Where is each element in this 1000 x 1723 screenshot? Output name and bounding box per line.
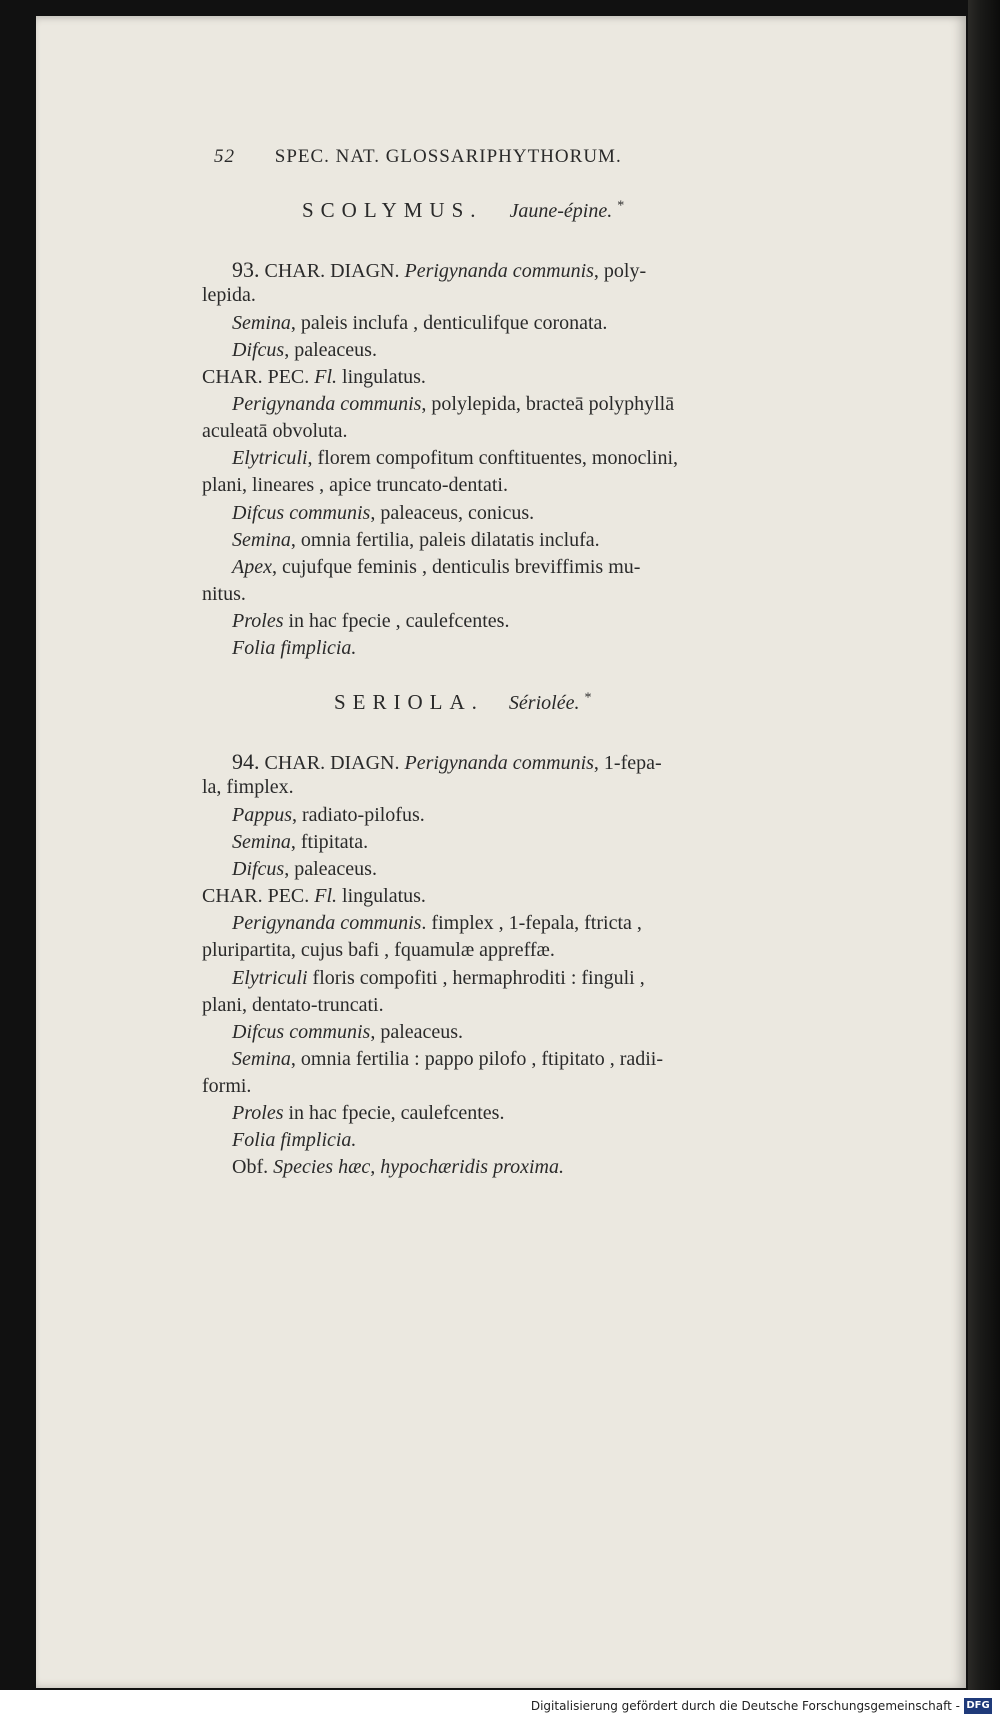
- entry-text: , radiato-pilofus.: [292, 804, 425, 826]
- italic-term: Semina: [232, 1048, 291, 1070]
- entry-text: lingulatus.: [342, 366, 426, 388]
- entry-line: nitus.: [202, 583, 246, 605]
- entry-line: Folia fimplicia.: [232, 637, 357, 659]
- entry-text: in hac fpecie , caulefcentes.: [288, 610, 510, 632]
- genus-vernacular: Sériolée.: [508, 692, 580, 714]
- entry-line: [232, 529, 600, 552]
- entry-text: , omnia fertilia : pappo pilofo , ftipitato , radii-: [290, 1048, 664, 1070]
- entry-text: , omnia fertilia, paleis dilatatis inclufa.: [290, 529, 600, 551]
- italic-term: Proles: [232, 610, 284, 632]
- italic-term: Apex: [232, 556, 272, 578]
- book-page: [36, 16, 966, 1688]
- entry-text: , polylepida, bracteā polyphyllā: [421, 393, 675, 415]
- italic-term: Fl.: [314, 885, 338, 907]
- entry-text: , 1-fepa-: [593, 752, 662, 774]
- char-label: CHAR. PEC.: [202, 366, 310, 388]
- italic-term: Elytriculi: [232, 967, 308, 989]
- entry-line: [232, 858, 377, 881]
- char-label: CHAR. DIAGN.: [264, 752, 400, 774]
- entry-line: [232, 610, 509, 633]
- italic-term: Semina: [232, 529, 291, 551]
- italic-term: Fl.: [314, 366, 338, 388]
- entry-line: [232, 447, 678, 470]
- book-spine: [968, 0, 1000, 1723]
- entry-line: [232, 804, 425, 827]
- asterisk-mark: *: [617, 198, 625, 214]
- entry-line: plani, dentato-truncati.: [202, 994, 384, 1016]
- entry-line: formi.: [202, 1075, 252, 1097]
- entry-line: [232, 967, 645, 990]
- footer-credit: Digitalisierung gefördert durch die Deutsche Forschungsgemeinschaft -: [530, 1699, 960, 1713]
- italic-term: Difcus: [232, 858, 285, 880]
- entry-line: [202, 885, 426, 908]
- running-title: SPEC. NAT. GLOSSARIPHYTHORUM.: [274, 146, 622, 167]
- entry-line: la, fimplex.: [202, 776, 294, 798]
- entry-text: , paleaceus, conicus.: [370, 502, 535, 524]
- entry-line: [232, 749, 662, 775]
- entry-line: pluripartita, cujus bafi , fquamulæ appreffæ.: [202, 939, 555, 961]
- entry-line: [232, 339, 377, 362]
- entry-line: [232, 556, 640, 579]
- genus-vernacular: Jaune-épine.: [509, 200, 613, 222]
- entry-text: , paleaceus.: [370, 1021, 464, 1043]
- entry-number: 94.: [232, 749, 260, 774]
- italic-term: Semina: [232, 312, 291, 334]
- entry-line: [232, 312, 607, 335]
- entry-line: [232, 1102, 504, 1125]
- dfg-logo: DFG: [964, 1698, 992, 1714]
- entry-line: aculeatā obvoluta.: [202, 420, 348, 442]
- italic-term: Perigynanda communis: [232, 912, 422, 934]
- entry-text: , poly-: [593, 260, 647, 282]
- entry-text: in hac fpecie, caulefcentes.: [288, 1102, 505, 1124]
- italic-term: Difcus: [232, 339, 285, 361]
- entry-text: , ftipitata.: [290, 831, 369, 853]
- entry-text: , cujufque feminis , denticulis breviffimis mu-: [271, 556, 641, 578]
- entry-line: Folia fimplicia.: [232, 1129, 357, 1151]
- genus-heading-scolymus: [302, 198, 624, 223]
- page-number: 52: [214, 146, 235, 167]
- entry-line: [232, 393, 674, 416]
- entry-text: , paleaceus.: [284, 339, 377, 361]
- genus-name: SCOLYMUS.: [302, 198, 483, 222]
- italic-term: Difcus communis: [232, 1021, 371, 1043]
- italic-term: Perigynanda communis: [404, 260, 594, 282]
- italic-term: Perigynanda communis: [232, 393, 422, 415]
- entry-text: . fimplex , 1-fepala, ftricta ,: [421, 912, 642, 934]
- genus-heading-seriola: [334, 690, 591, 715]
- entry-text: floris compofiti , hermaphroditi : finguli ,: [312, 967, 645, 989]
- genus-name: SERIOLA.: [334, 690, 484, 714]
- entry-line: [232, 502, 534, 525]
- italic-term: Species hæc, hypochæridis proxima.: [273, 1156, 564, 1178]
- italic-term: Elytriculi: [232, 447, 308, 469]
- entry-line: [202, 366, 426, 389]
- entry-line: [232, 831, 368, 854]
- entry-text: , paleis inclufa , denticulifque coronata.: [290, 312, 608, 334]
- entry-text: lingulatus.: [342, 885, 426, 907]
- char-label: CHAR. DIAGN.: [264, 260, 400, 282]
- observation-label: Obf.: [232, 1156, 269, 1178]
- entry-number: 93.: [232, 257, 260, 282]
- italic-term: Pappus: [232, 804, 292, 826]
- entry-line: [232, 1021, 463, 1044]
- entry-line: plani, lineares , apice truncato-dentati.: [202, 474, 508, 496]
- entry-line: [232, 1048, 663, 1071]
- char-label: CHAR. PEC.: [202, 885, 310, 907]
- entry-line: [232, 912, 642, 935]
- entry-line: [232, 257, 646, 283]
- italic-term: Semina: [232, 831, 291, 853]
- italic-term: Perigynanda communis: [404, 752, 594, 774]
- footer-bar: [0, 1690, 1000, 1723]
- italic-term: Difcus communis: [232, 502, 371, 524]
- running-header: [214, 146, 622, 168]
- entry-line: lepida.: [202, 284, 256, 306]
- entry-text: , florem compofitum conftituentes, monoclini,: [307, 447, 679, 469]
- entry-line: [232, 1156, 564, 1179]
- asterisk-mark: *: [584, 690, 592, 706]
- entry-text: , paleaceus.: [284, 858, 377, 880]
- italic-term: Proles: [232, 1102, 284, 1124]
